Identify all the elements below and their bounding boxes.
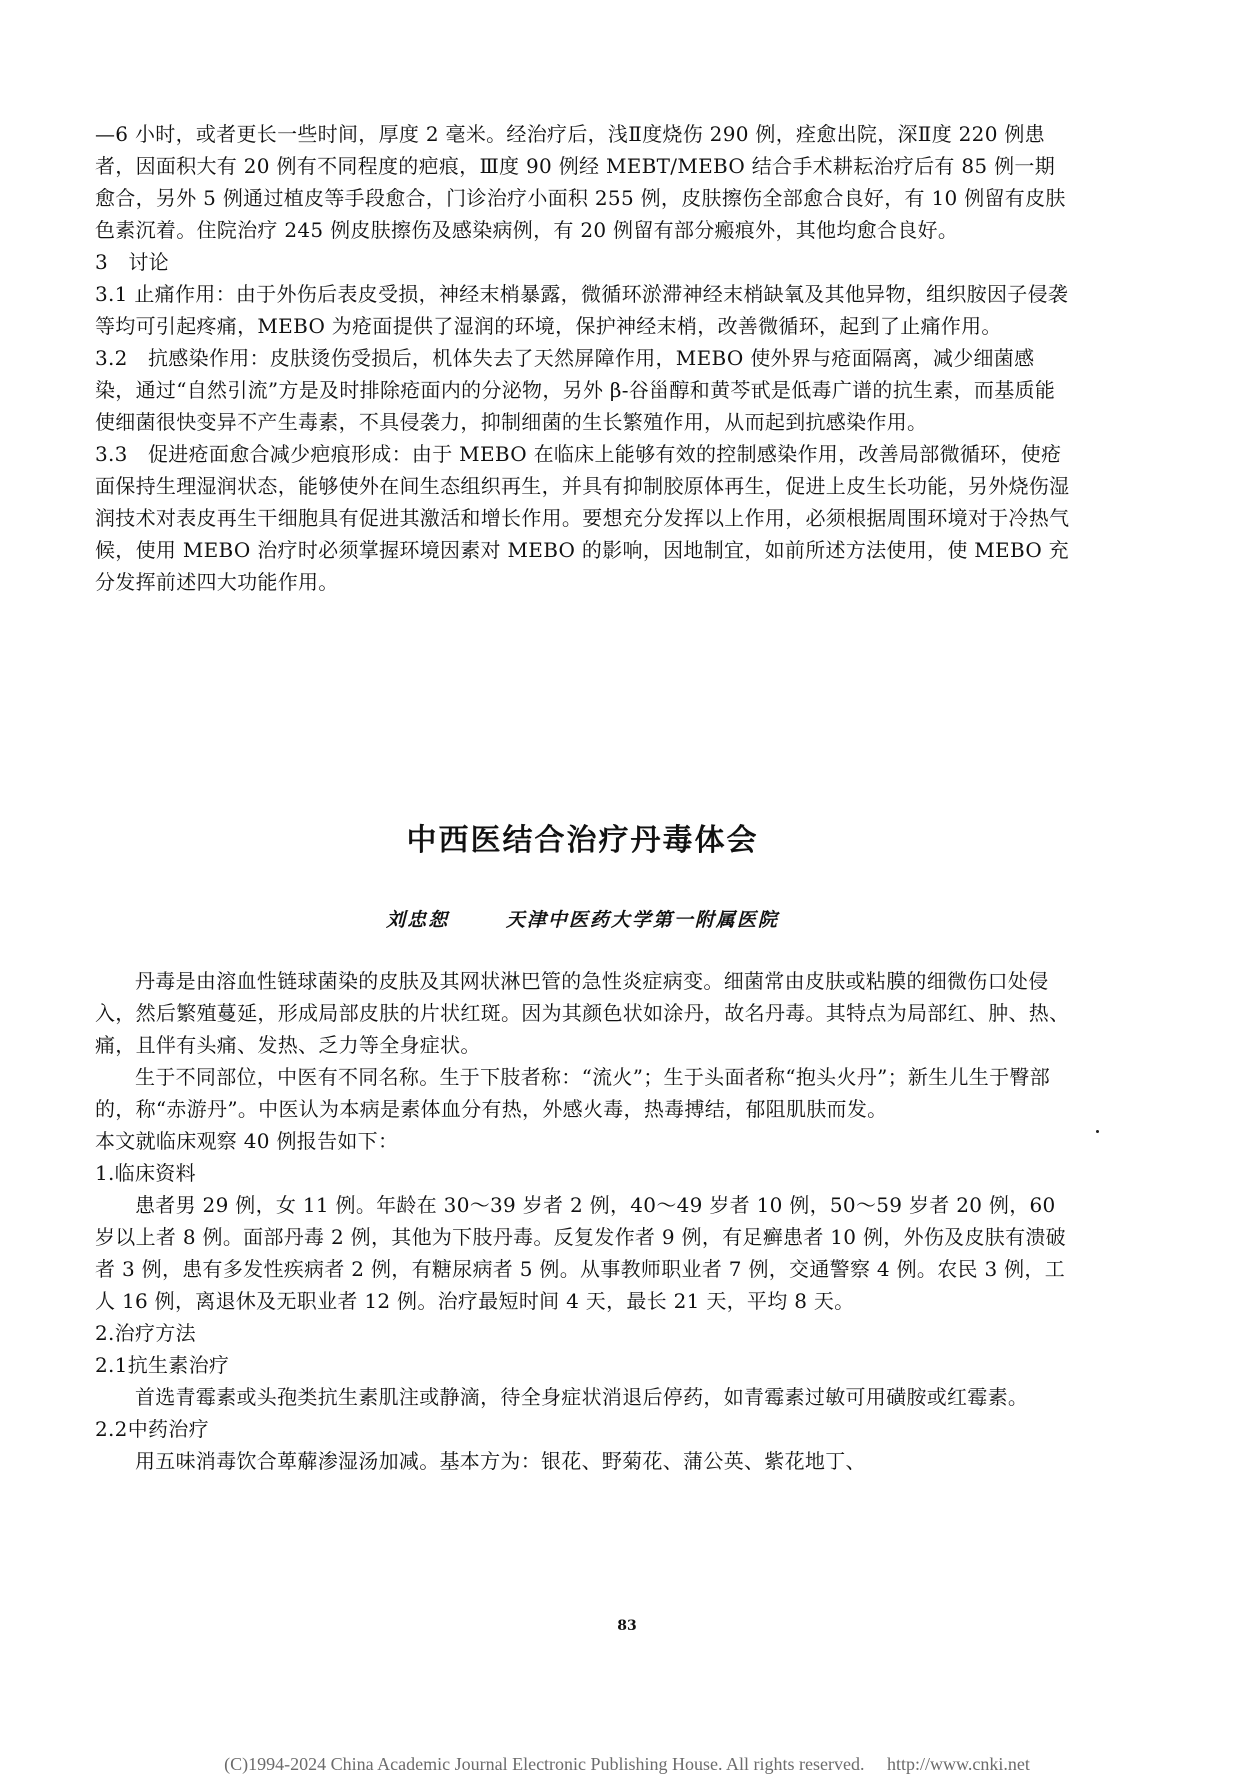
author-line (95, 905, 1070, 932)
section-heading: 1.临床资料 (95, 1161, 196, 1185)
author-name: 刘忠恕 (386, 909, 450, 931)
section-heading: 2.治疗方法 (95, 1321, 196, 1345)
paragraph: 患者男 29 例，女 11 例。年龄在 30～39 岁者 2 例，40～49 岁者 10 例，50～59 岁者 20 例，60 岁以上者 8 例。面部丹毒 2 例，其他为下肢丹毒。反复发作者 9 例，有足癣患者 10 例，外伤及皮肤有溃破者 3 例，患有多发性疾病者 2 例，有糖尿病者 5 例。从事教师职业者 7 例，交通警察 4 例。农民 3 例，工人 16 例，离退休及无职业者 12 例。治疗最短时间 4 天，最长 21 天，平均 8 天。 (95, 1193, 1066, 1313)
subsection-heading: 2.1抗生素治疗 (95, 1353, 230, 1377)
section-heading: 3 讨论 (95, 250, 169, 274)
paragraph: 3.3 促进疮面愈合减少疤痕形成：由于 MEBO 在临床上能够有效的控制感染作用，改善局部微循环，使疮面保持生理湿润状态，能够使外在间生态组织再生，并具有抑制胶原体再生，促进上皮生长功能，另外烧伤湿润技术对表皮再生干细胞具有促进其激活和增长作用。要想充分发挥以上作用，必须根据周围环境对于冷热气候，使用 MEBO 治疗时必须掌握环境因素对 MEBO 的影响，因地制宜，如前所述方法使用，使 MEBO 充分发挥前述四大功能作用。 (95, 442, 1070, 594)
page-number: 83 (617, 1618, 637, 1634)
paragraph: —6 小时，或者更长一些时间，厚度 2 毫米。经治疗后，浅Ⅱ度烧伤 290 例，痊愈出院，深Ⅱ度 220 例患者，因面积大有 20 例有不同程度的疤痕，Ⅲ度 90 例经 MEBT/MEBO 结合手术耕耘治疗后有 85 例一期愈合，另外 5 例通过植皮等手段愈合，门诊治疗小面积 255 例，皮肤擦伤全部愈合良好，有 10 例留有皮肤色素沉着。住院治疗 245 例皮肤擦伤及感染病例，有 20 例留有部分瘢痕外，其他均愈合良好。 (95, 122, 1066, 242)
paragraph: 生于不同部位，中医有不同名称。生于下肢者称：“流火”；生于头面者称“抱头火丹”；新生儿生于臀部的，称“赤游丹”。中医认为本病是素体血分有热，外感火毒，热毒搏结，郁阻肌肤而发。 (95, 1065, 1050, 1121)
paragraph: 丹毒是由溶血性链球菌染的皮肤及其网状淋巴管的急性炎症病变。细菌常由皮肤或粘膜的细微伤口处侵入，然后繁殖蔓延，形成局部皮肤的片状红斑。因为其颜色状如涂丹，故名丹毒。其特点为局部红、肿、热、痛，且伴有头痛、发热、乏力等全身症状。 (95, 969, 1070, 1057)
subsection-heading: 2.2中药治疗 (95, 1417, 209, 1441)
paragraph: 首选青霉素或头孢类抗生素肌注或静滴，待全身症状消退后停药，如青霉素过敏可用磺胺或红霉素。 (135, 1385, 1029, 1409)
copyright-footer: (C)1994-2024 China Academic Journal Electronic Publishing House. All rights reserved. http://www.cnki.net (224, 1754, 1030, 1774)
article-title: 中西医结合治疗丹毒体会 (406, 823, 759, 858)
author-affiliation: 天津中医药大学第一附属医院 (505, 909, 779, 931)
previous-article-continuation (95, 118, 1070, 598)
article-body (95, 965, 1070, 1477)
scan-speck (1096, 1130, 1099, 1133)
paragraph: 3.1 止痛作用：由于外伤后表皮受损，神经末梢暴露，微循环淤滞神经末梢缺氧及其他异物，组织胺因子侵袭等均可引起疼痛，MEBO 为疮面提供了湿润的环境，保护神经末梢，改善微循环，起到了止痛作用。 (95, 282, 1069, 338)
paragraph: 本文就临床观察 40 例报告如下： (95, 1129, 399, 1153)
paragraph: 3.2 抗感染作用：皮肤烫伤受损后，机体失去了天然屏障作用，MEBO 使外界与疮面隔离，减少细菌感染，通过“自然引流”方是及时排除疮面内的分泌物，另外 β-谷甾醇和黄芩甙是低毒广谱的抗生素，而基质能使细菌很快变异不产生毒素，不具侵袭力，抑制细菌的生长繁殖作用，从而起到抗感染作用。 (95, 346, 1056, 434)
paragraph: 用五味消毒饮合萆薢渗湿汤加减。基本方为：银花、野菊花、蒲公英、紫花地丁、 (135, 1449, 866, 1473)
